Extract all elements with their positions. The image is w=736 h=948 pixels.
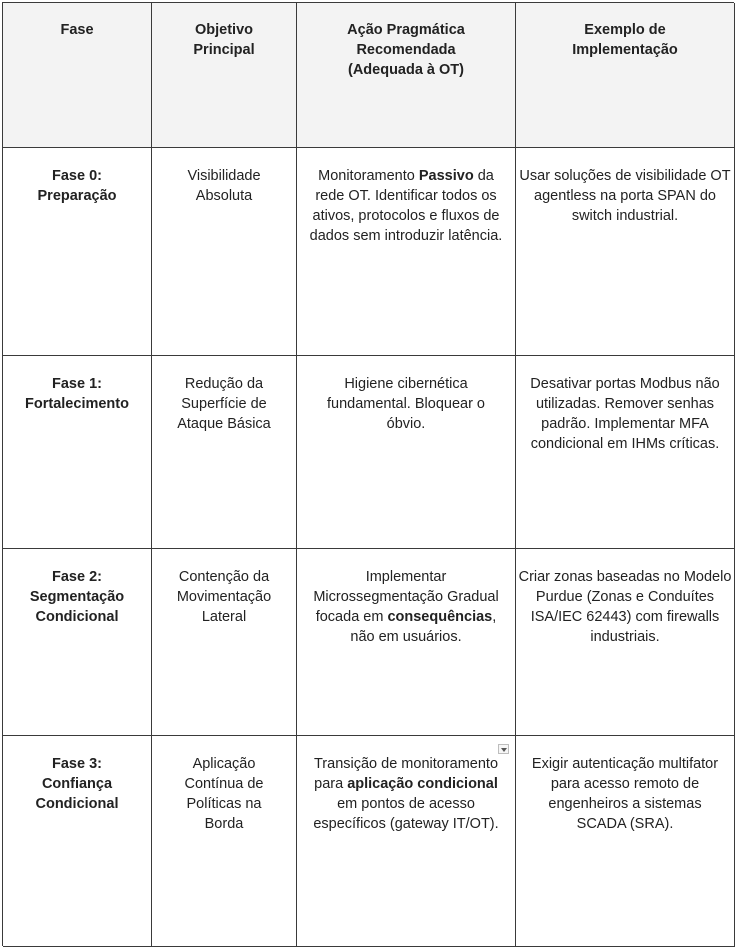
phase-cell: Fase 0: Preparação (3, 148, 152, 356)
header-objective: Objetivo Principal (152, 3, 297, 148)
example-cell: Exigir autenticação multifator para acesso remoto de engenheiros a sistemas SCADA (SRA). (516, 736, 735, 947)
action-emphasis: aplicação condicional (347, 776, 498, 792)
action-text: Monitoramento (318, 168, 419, 184)
objective-cell: Contenção da Movimentação Lateral (152, 549, 297, 736)
objective-cell: Aplicação Contínua de Políticas na Borda (152, 736, 297, 947)
action-text: Higiene cibernética fundamental. Bloquear o óbvio. (327, 376, 485, 432)
header-phase: Fase (3, 3, 152, 148)
action-cell (297, 356, 516, 549)
phases-table (2, 2, 734, 946)
example-cell: Desativar portas Modbus não utilizadas. Remover senhas padrão. Implementar MFA condicional em IHMs críticas. (516, 356, 735, 549)
action-cell (297, 736, 516, 947)
dropdown-icon[interactable] (498, 744, 509, 754)
action-text: , não em usuários. (350, 609, 497, 645)
action-emphasis: Passivo (418, 168, 474, 184)
example-cell: Criar zonas baseadas no Modelo Purdue (Zonas e Conduítes ISA/IEC 62443) com firewalls industriais. (516, 549, 735, 736)
action-cell (297, 148, 516, 356)
action-text: em pontos de acesso específicos (gateway IT/OT). (313, 796, 499, 832)
objective-cell: Visibilidade Absoluta (152, 148, 297, 356)
action-emphasis: consequências (387, 609, 493, 625)
action-cell (297, 549, 516, 736)
objective-cell: Redução da Superfície de Ataque Básica (152, 356, 297, 549)
action-text: Implementar Microssegmentação Gradual focada em (313, 569, 499, 625)
action-text: da rede OT. Identificar todos os ativos, protocolos e fluxos de dados sem introduzir latência. (309, 168, 503, 244)
phase-cell: Fase 2: Segmentação Condicional (3, 549, 152, 736)
action-text: Transição de monitoramento para (313, 756, 499, 792)
phase-cell: Fase 1: Fortalecimento (3, 356, 152, 549)
header-action: Ação Pragmática Recomendada (Adequada à OT) (297, 3, 516, 148)
example-cell: Usar soluções de visibilidade OT agentless na porta SPAN do switch industrial. (516, 148, 735, 356)
phase-cell: Fase 3: Confiança Condicional (3, 736, 152, 947)
header-example: Exemplo de Implementação (516, 3, 735, 148)
